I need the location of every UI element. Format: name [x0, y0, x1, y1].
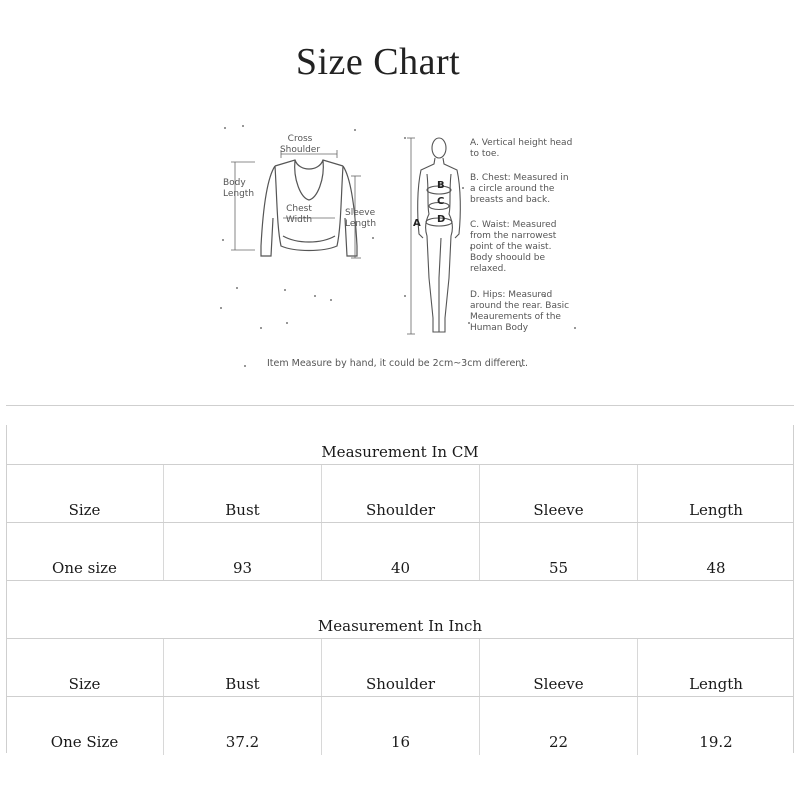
body-length-label: Body Length	[223, 178, 255, 199]
data-cell: 93	[164, 523, 322, 581]
data-cell: 37.2	[164, 697, 322, 755]
header-cell: Sleeve	[480, 465, 638, 523]
header-cell: Shoulder	[322, 465, 480, 523]
letter-c-label: C	[437, 196, 445, 207]
data-cell: 55	[480, 523, 638, 581]
note-a: A. Vertical height head to toe.	[470, 138, 573, 159]
sleeve-length-label: Sleeve Length	[345, 208, 377, 229]
cross-shoulder-label: Cross Shoulder	[279, 134, 321, 155]
table-cm-title: Measurement In CM	[321, 443, 479, 461]
page-title: Size Chart	[295, 41, 461, 83]
data-cell: 22	[480, 697, 638, 755]
chest-width-label: Chest Width	[285, 204, 313, 225]
data-cell: 40	[322, 523, 480, 581]
letter-d-label: D	[437, 214, 446, 225]
header-cell: Shoulder	[322, 639, 480, 697]
table-inch-data-row	[6, 696, 794, 754]
letter-a-label: A	[413, 218, 421, 229]
data-cell: One Size	[6, 697, 164, 755]
letter-b-label: B	[437, 180, 445, 191]
header-cell: Sleeve	[480, 639, 638, 697]
table-cm-data-row	[6, 522, 794, 580]
header-cell: Length	[689, 501, 743, 519]
header-cell: Size	[6, 639, 164, 697]
header-cell: Bust	[164, 465, 322, 523]
table-cm-header-row	[6, 464, 794, 522]
measurement-footnote: Item Measure by hand, it could be 2cm~3cm different.	[267, 358, 529, 369]
note-c: C. Waist: Measured from the narrowest point of the waist. Body shoould be relaxed.	[470, 220, 557, 274]
measurement-diagram	[215, 118, 585, 378]
header-cell: Size	[6, 465, 164, 523]
data-cell: 48	[706, 559, 726, 577]
table-inch-header-row	[6, 638, 794, 696]
data-cell: One size	[6, 523, 164, 581]
table-inch-title: Measurement In Inch	[317, 617, 483, 635]
data-cell: 19.2	[699, 733, 733, 751]
note-d: D. Hips: Measured around the rear. Basic Meaurements of the Human Body	[470, 290, 570, 333]
data-cell: 16	[322, 697, 480, 755]
header-cell: Length	[689, 675, 743, 693]
note-b: B. Chest: Measured in a circle around the breasts and back.	[470, 173, 569, 205]
header-cell: Bust	[164, 639, 322, 697]
